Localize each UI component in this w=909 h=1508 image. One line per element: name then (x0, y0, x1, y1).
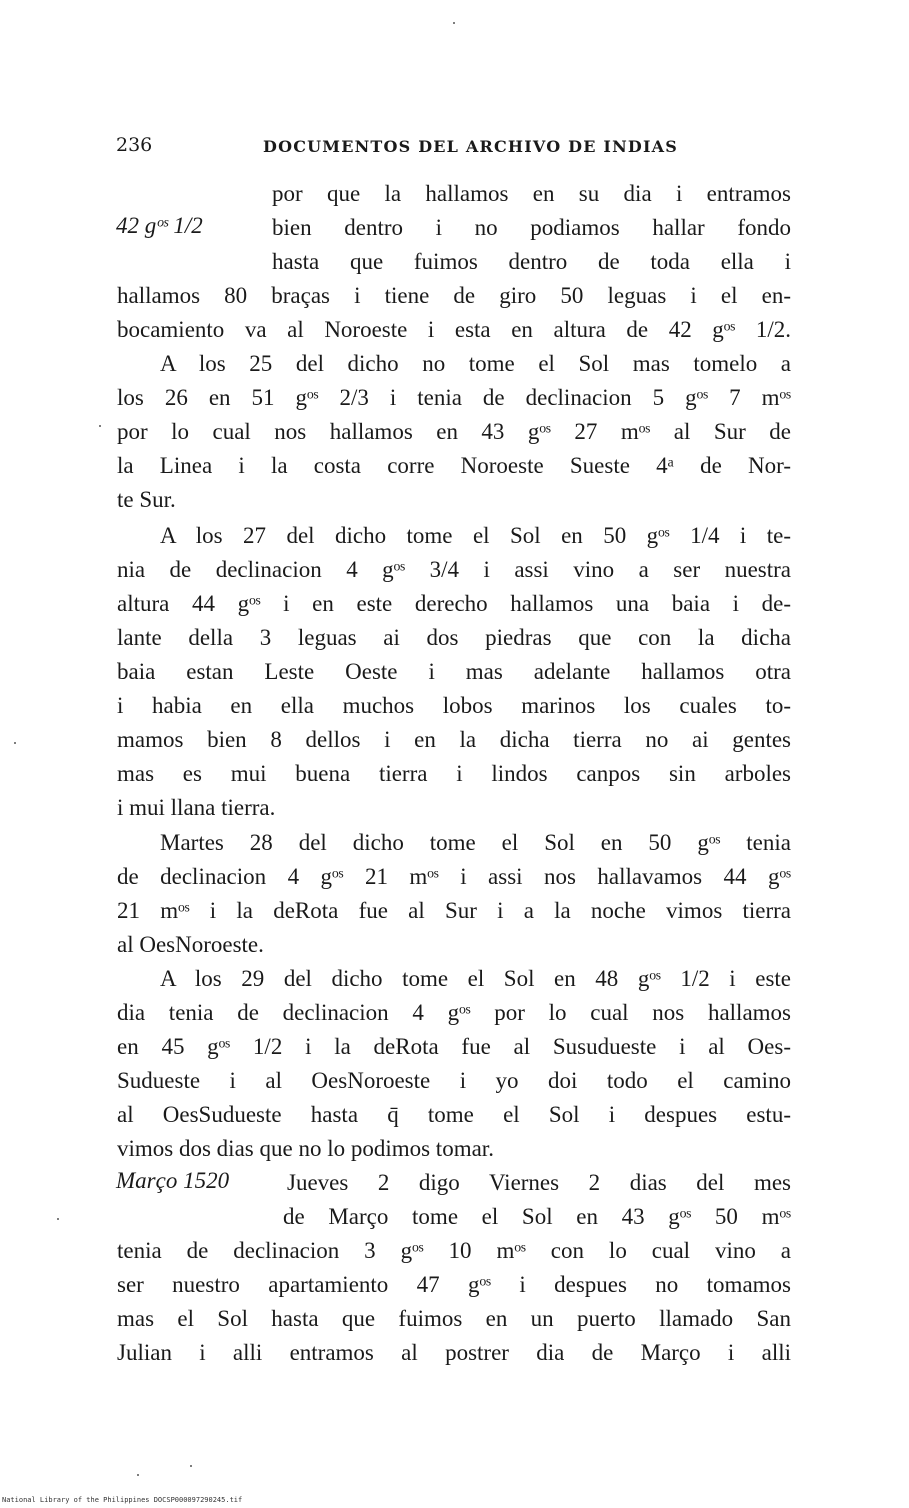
text-line: por que la hallamos en su dia i entramos (272, 181, 791, 206)
scan-speck (137, 1474, 139, 1476)
scan-speck (57, 1218, 59, 1220)
text-line: ser nuestro apartamiento 47 gᵒˢ i despues no tomamos (117, 1272, 791, 1297)
text-line: baia estan Leste Oeste i mas adelante hallamos otra (117, 659, 791, 684)
text-line: A los 27 del dicho tome el Sol en 50 gᵒˢ 1/4 i te- (160, 523, 791, 548)
text-line: i habia en ella muchos lobos marinos los cuales to- (117, 693, 791, 718)
text-line: Julian i alli entramos al postrer dia de Março i alli (117, 1340, 791, 1365)
text-line: i mui llana tierra. (117, 795, 276, 820)
text-line: de declinacion 4 gᵒˢ 21 mᵒˢ i assi nos hallavamos 44 gᵒˢ (117, 864, 791, 889)
text-line: mas el Sol hasta que fuimos en un puerto llamado San (117, 1306, 791, 1331)
text-line: al OesNoroeste. (117, 932, 264, 957)
text-line: al OesSudueste hasta q̄ tome el Sol i despues estu- (117, 1102, 791, 1127)
text-line: altura 44 gᵒˢ i en este derecho hallamos una baia i de- (117, 591, 791, 616)
running-head: DOCUMENTOS DEL ARCHIVO DE INDIAS (263, 137, 679, 156)
scan-speck (99, 425, 101, 427)
text-line: Jueves 2 digo Viernes 2 dias del mes (287, 1170, 791, 1195)
text-line: tenia de declinacion 3 gᵒˢ 10 mᵒˢ con lo cual vino a (117, 1238, 791, 1263)
text-line: la Linea i la costa corre Noroeste Sueste 4ᵃ de Nor- (117, 453, 791, 478)
page-number: 236 (116, 134, 153, 156)
text-line: por lo cual nos hallamos en 43 gᵒˢ 27 mᵒˢ al Sur de (117, 419, 791, 444)
text-line: de Março tome el Sol en 43 gᵒˢ 50 mᵒˢ (283, 1204, 791, 1229)
text-line: hasta que fuimos dentro de toda ella i (272, 249, 791, 274)
text-line: vimos dos dias que no lo podimos tomar. (117, 1136, 494, 1161)
scan-speck (14, 742, 16, 744)
text-line: en 45 gᵒˢ 1/2 i la deRota fue al Susudueste i al Oes- (117, 1034, 791, 1059)
text-line: A los 29 del dicho tome el Sol en 48 gᵒˢ 1/2 i este (160, 966, 791, 991)
text-line: dia tenia de declinacion 4 gᵒˢ por lo cual nos hallamos (117, 1000, 791, 1025)
text-line: hallamos 80 braças i tiene de giro 50 leguas i el en- (117, 283, 791, 308)
text-line: Sudueste i al OesNoroeste i yo doi todo el camino (117, 1068, 791, 1093)
text-line: mas es mui buena tierra i lindos canpos sin arboles (117, 761, 791, 786)
text-line: mamos bien 8 dellos i en la dicha tierra no ai gentes (117, 727, 791, 752)
text-line: Martes 28 del dicho tome el Sol en 50 gᵒˢ tenia (160, 830, 791, 855)
text-line: bien dentro i no podiamos hallar fondo (272, 215, 791, 240)
text-line: A los 25 del dicho no tome el Sol mas tomelo a (160, 351, 791, 376)
text-line: 21 mᵒˢ i la deRota fue al Sur i a la noche vimos tierra (117, 898, 791, 923)
margin-note-latitude: 42 gᵒˢ 1/2 (116, 213, 203, 238)
scan-speck (190, 1465, 192, 1467)
text-line: te Sur. (117, 487, 176, 512)
text-line: los 26 en 51 gᵒˢ 2/3 i tenia de declinacion 5 gᵒˢ 7 mᵒˢ (117, 385, 791, 410)
scan-footer: National Library of the Philippines DOCSP000097290245.tif (2, 1496, 243, 1504)
text-line: lante della 3 leguas ai dos piedras que con la dicha (117, 625, 791, 650)
text-line: bocamiento va al Noroeste i esta en altura de 42 gᵒˢ 1/2. (117, 317, 791, 342)
scan-speck (453, 22, 455, 24)
margin-note-date: Março 1520 (116, 1168, 230, 1193)
text-line: nia de declinacion 4 gᵒˢ 3/4 i assi vino a ser nuestra (117, 557, 791, 582)
